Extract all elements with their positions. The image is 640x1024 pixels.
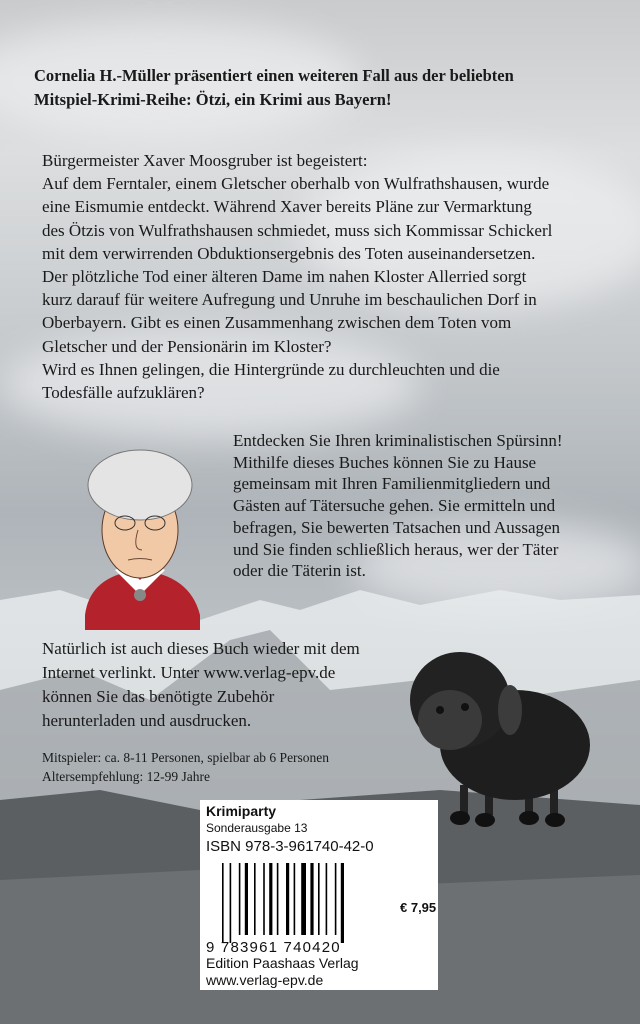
text-line: Internet verlinkt. Unter www.verlag-epv.de <box>42 663 336 682</box>
text-line: Oberbayern. Gibt es einen Zusammenhang zwischen dem Toten vom <box>42 313 512 333</box>
barcode-bar <box>263 863 265 935</box>
barcode-bar <box>222 863 224 943</box>
text-line: Natürlich ist auch dieses Buch wieder mit dem <box>42 639 360 658</box>
age-line: Altersempfehlung: 12-99 Jahre <box>42 769 210 784</box>
series-label: Krimiparty <box>206 803 277 819</box>
text-line: können Sie das benötigte Zubehör <box>42 687 275 706</box>
barcode-bar <box>341 863 344 943</box>
text-line: Bürgermeister Xaver Moosgruber ist begeistert: <box>42 151 368 170</box>
barcode-bar <box>277 863 279 935</box>
text-line: mit dem verwirrenden Obduktionsergebnis des Toten auseinandersetzen. <box>42 243 536 263</box>
old-woman-illustration <box>70 445 210 630</box>
barcode-bar <box>239 863 241 935</box>
isbn-label: ISBN 978-3-961740-42-0 <box>206 838 374 855</box>
text-line: eine Eismumie entdeckt. Während Xaver bereits Pläne zur Vermarktung <box>42 197 532 217</box>
barcode-bar <box>310 863 313 935</box>
text-line: Mithilfe dieses Buches können Sie zu Hause <box>233 452 537 472</box>
text-line: oder die Täterin ist. <box>233 561 366 581</box>
barcode-bar <box>318 863 320 935</box>
text-line: Auf dem Ferntaler, einem Gletscher oberhalb von Wulfrathshausen, wurde <box>42 174 550 194</box>
barcode-bar <box>269 863 272 935</box>
synopsis-paragraph <box>42 149 552 404</box>
text-line: und Sie finden schließlich heraus, wer der Täter <box>233 539 559 559</box>
barcode-bar <box>301 863 306 935</box>
website-label: www.verlag-epv.de <box>206 972 324 988</box>
price-label: € 7,95 <box>400 900 437 915</box>
text-line: Der plötzliche Tod einer älteren Dame im nahen Kloster Allerried sorgt <box>42 267 527 287</box>
barcode-bar <box>286 863 289 935</box>
text-line: gemeinsam mit Ihren Familienmitgliedern und <box>233 474 551 494</box>
internet-paragraph <box>42 637 360 733</box>
edition-label: Sonderausgabe 13 <box>206 821 308 835</box>
text-line: befragen, Sie bewerten Tatsachen und Aussagen <box>233 517 561 537</box>
players-line: Mitspieler: ca. 8-11 Personen, spielbar ab 6 Personen <box>42 750 330 765</box>
barcode-bars <box>222 863 382 943</box>
text-line: Gletscher und der Pensionärin im Kloster? <box>42 336 332 356</box>
barcode-bar <box>294 863 296 935</box>
barcode-bar <box>245 863 248 935</box>
text-line: kurz darauf für weitere Aufregung und Unruhe im beschaulichen Dorf in <box>42 290 537 310</box>
headline-line: Mitspiel-Krimi-Reihe: Ötzi, ein Krimi aus Bayern! <box>34 90 392 109</box>
text-line: herunterladen und ausdrucken. <box>42 711 252 730</box>
game-description-paragraph <box>233 430 563 582</box>
barcode-bar <box>254 863 256 935</box>
text-line: Todesfälle aufzuklären? <box>42 383 205 403</box>
barcode-box <box>200 800 438 990</box>
text-line: Wird es Ihnen gelingen, die Hintergründe zu durchleuchten und die <box>42 359 500 379</box>
player-info <box>42 748 329 786</box>
barcode-bar <box>335 863 337 935</box>
barcode-digits: 9 783961 740420 <box>206 939 341 956</box>
text-line: Entdecken Sie Ihren kriminalistischen Spürsinn! <box>233 431 563 450</box>
text-line: Gästen auf Tätersuche gehen. Sie ermitteln und <box>233 496 556 516</box>
headline-line: Cornelia H.-Müller präsentiert einen weiteren Fall aus der beliebten <box>34 66 514 85</box>
publisher-label: Edition Paashaas Verlag <box>206 955 359 971</box>
headline <box>34 64 514 112</box>
barcode-bar <box>230 863 232 943</box>
text-line: des Ötzis von Wulfrathshausen schmiedet, muss sich Kommissar Schickerl <box>42 220 553 240</box>
barcode-bar <box>326 863 328 935</box>
